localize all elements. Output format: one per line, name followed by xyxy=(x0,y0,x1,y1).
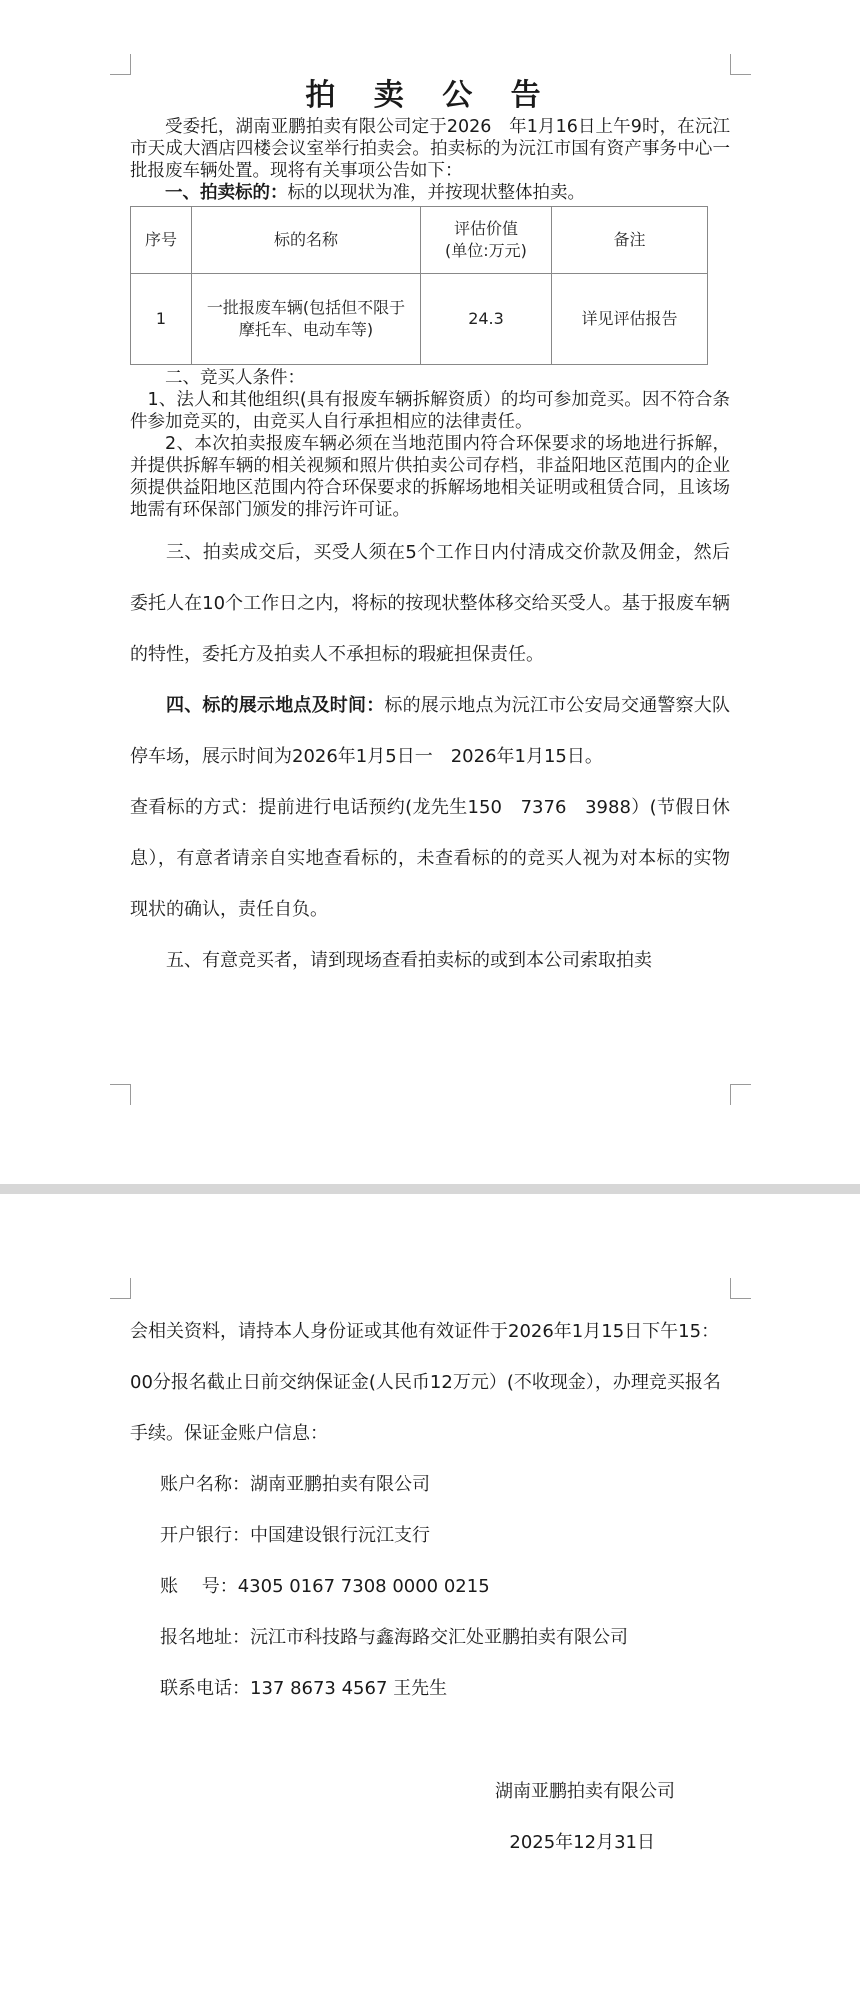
section-5-part-2: 会相关资料，请持本人身份证或其他有效证件于2026年1月15日下午15：00分报名截止日前交纳保证金(人民币12万元）(不收现金），办理竞买报名手续。保证金账户信息： xyxy=(130,1321,721,1444)
document-page-2 xyxy=(0,1194,860,2014)
account-bank-label: 开户银行： xyxy=(160,1525,250,1546)
account-name-line xyxy=(160,1459,730,1510)
signature-block xyxy=(130,1766,730,1868)
section-4-paragraph xyxy=(130,680,730,782)
section-2-heading: 二、竞买人条件： xyxy=(165,368,305,388)
page-margin-mark xyxy=(730,1084,751,1105)
address-label: 报名地址： xyxy=(160,1627,250,1648)
section-1-paragraph xyxy=(130,182,730,204)
page-margin-mark xyxy=(110,54,131,75)
section-5-part-1: 五、有意竞买者，请到现场查看拍卖标的或到本公司索取拍卖 xyxy=(166,950,652,971)
cell-name xyxy=(192,274,421,365)
address-value: 沅江市科技路与鑫海路交汇处亚鹏拍卖有限公司 xyxy=(250,1627,628,1648)
cell-remark: 详见评估报告 xyxy=(552,274,708,365)
section-2-item-2: 2、本次拍卖报废车辆必须在当地范围内符合环保要求的场地进行拆解，并提供拆解车辆的相关视频和照片供拍卖公司存档，非益阳地区范围内的企业须提供益阳地区范围内符合环保要求的拆解场地相关证明或租赁合同，且该场地需有环保部门颁发的排污许可证。 xyxy=(130,434,730,520)
section-3-paragraph: 三、拍卖成交后，买受人须在5个工作日内付清成交价款及佣金，然后委托人在10个工作日之内，将标的按现状整体移交给买受人。基于报废车辆的特性，委托方及拍卖人不承担标的瑕疵担保责任。 xyxy=(130,542,730,665)
document-title: 拍 卖 公 告 xyxy=(305,78,555,113)
section-4-text: 标的展示地点为沅江市公安局交通警察大队停车场，展示时间为2026年1月5日一 2026年1月15日。 xyxy=(130,695,731,767)
account-number-label: 账 号： xyxy=(160,1576,238,1597)
header-no: 序号 xyxy=(131,207,192,274)
page-separator xyxy=(0,1184,860,1194)
signature-date: 2025年12月31日 xyxy=(509,1832,655,1853)
page-margin-mark xyxy=(110,1278,131,1299)
table-header-row xyxy=(131,207,708,274)
page-1-body xyxy=(130,76,730,986)
account-bank-line xyxy=(160,1510,730,1561)
page-margin-mark xyxy=(730,1278,751,1299)
page-margin-mark xyxy=(110,1084,131,1105)
header-value-line1: 评估价值 xyxy=(453,219,518,238)
phone-label: 联系电话： xyxy=(160,1678,250,1699)
account-number-value: 4305 0167 7308 0000 0215 xyxy=(237,1576,490,1597)
header-value-line2: (单位:万元) xyxy=(445,241,527,260)
page-2-body xyxy=(130,1306,730,1868)
account-name-label: 账户名称： xyxy=(160,1474,250,1495)
section-4-viewing: 查看标的方式：提前进行电话预约(龙先生150 7376 3988）(节假日休息），有意者请亲自实地查看标的，未查看标的的竞买人视为对本标的实物现状的确认，责任自负。 xyxy=(130,797,730,920)
intro-paragraph: 受委托，湖南亚鹏拍卖有限公司定于2026 年1月16日上午9时，在沅江市天成大酒店四楼会议室举行拍卖会。拍卖标的为沅江市国有资产事务中心一批报废车辆处置。现将有关事项公告如下： xyxy=(130,117,730,181)
address-line xyxy=(160,1612,730,1663)
cell-no: 1 xyxy=(131,274,192,365)
phone-line xyxy=(160,1663,730,1714)
section-4-heading: 四、标的展示地点及时间： xyxy=(166,695,385,716)
section-2-item-1: 1、法人和其他组织(具有报废车辆拆解资质）的均可参加竞买。因不符合条件参加竞买的，由竞买人自行承担相应的法律责任。 xyxy=(130,390,730,432)
account-number-line xyxy=(160,1561,730,1612)
account-info xyxy=(130,1459,730,1714)
page-margin-mark xyxy=(730,54,751,75)
section-1-heading: 一、拍卖标的： xyxy=(165,183,288,203)
cell-value: 24.3 xyxy=(421,274,552,365)
signature-company: 湖南亚鹏拍卖有限公司 xyxy=(495,1781,675,1802)
header-remark: 备注 xyxy=(552,207,708,274)
header-value xyxy=(421,207,552,274)
table-row xyxy=(131,274,708,365)
header-name: 标的名称 xyxy=(192,207,421,274)
auction-items-table xyxy=(130,206,708,365)
section-1-text: 标的以现状为准，并按现状整体拍卖。 xyxy=(287,183,585,203)
cell-name-line2: 摩托车、电动车等) xyxy=(238,320,374,339)
cell-name-line1: 一批报废车辆(包括但不限于 xyxy=(206,298,406,317)
phone-value: 137 8673 4567 王先生 xyxy=(250,1678,448,1699)
account-bank-value: 中国建设银行沅江支行 xyxy=(250,1525,430,1546)
account-name-value: 湖南亚鹏拍卖有限公司 xyxy=(250,1474,430,1495)
